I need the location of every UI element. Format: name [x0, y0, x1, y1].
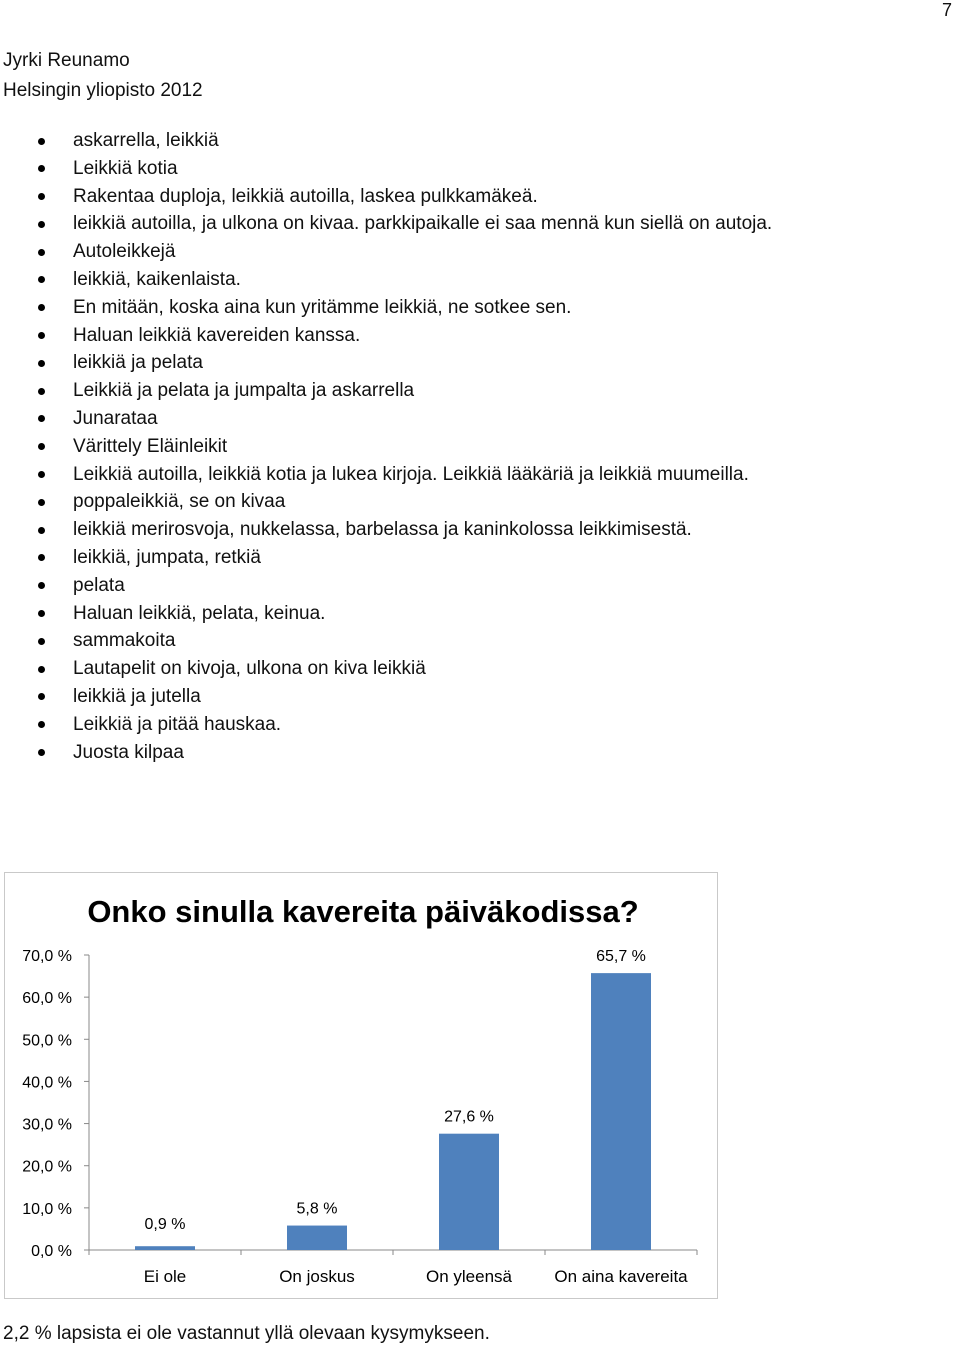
list-item [0, 238, 772, 266]
bullet-icon [38, 749, 45, 756]
list-item-text: leikkiä ja jutella [73, 685, 201, 707]
list-item-text: Autoleikkejä [73, 241, 176, 263]
list-item [0, 655, 772, 683]
list-item [0, 155, 772, 183]
list-item [0, 349, 772, 377]
bullet-icon [38, 193, 45, 200]
bullet-icon [38, 165, 45, 172]
list-item-text: Leikkiä kotia [73, 157, 178, 179]
y-tick-label: 0,0 % [31, 1243, 72, 1260]
document-header [3, 46, 203, 106]
list-item [0, 322, 772, 350]
bullet-icon [38, 582, 45, 589]
bar-chart [5, 873, 719, 1300]
list-item-text: Juosta kilpaa [73, 741, 184, 763]
bullet-icon [38, 471, 45, 478]
list-item [0, 377, 772, 405]
y-tick-label: 20,0 % [22, 1158, 72, 1176]
y-tick-label: 30,0 % [22, 1116, 72, 1134]
list-item-text: Haluan leikkiä, pelata, keinua. [73, 602, 326, 624]
list-item [0, 210, 772, 238]
list-item [0, 266, 772, 294]
bullet-icon [38, 221, 45, 228]
bullet-icon [38, 388, 45, 395]
bullet-icon [38, 304, 45, 311]
bullet-icon [38, 666, 45, 673]
bullet-icon [38, 138, 45, 145]
list-item [0, 739, 772, 767]
bullet-icon [38, 360, 45, 367]
x-category-label: On yleensä [426, 1267, 512, 1286]
bullet-icon [38, 610, 45, 617]
bar-1 [135, 1246, 195, 1250]
bullet-icon [38, 554, 45, 561]
list-item [0, 183, 772, 211]
page-number: 7 [941, 0, 952, 20]
bullet-icon [38, 276, 45, 283]
list-item [0, 627, 772, 655]
y-tick-label: 70,0 % [22, 948, 72, 965]
data-label: 27,6 % [444, 1108, 494, 1126]
list-item-text: Värittely Eläinleikit [73, 435, 228, 457]
list-item-text: En mitään, koska aina kun yritämme leikkiä, ne sotkee sen. [73, 296, 572, 318]
bar-3 [439, 1134, 499, 1250]
list-item-text: Leikkiä autoilla, leikkiä kotia ja lukea kirjoja. Leikkiä lääkäriä ja leikkiä muumeilla. [73, 463, 749, 485]
bullet-icon [38, 249, 45, 256]
list-item-text: leikkiä autoilla, ja ulkona on kivaa. parkkipaikalle ei saa mennä kun siellä on autoja. [73, 213, 773, 235]
list-item [0, 127, 772, 155]
bullet-icon [38, 721, 45, 728]
list-item [0, 711, 772, 739]
data-label: 65,7 % [596, 948, 646, 966]
list-item [0, 683, 772, 711]
footnote: 2,2 % lapsista ei ole vastannut yllä olevaan kysymykseen. [3, 1323, 490, 1344]
bullet-icon [38, 332, 45, 339]
y-tick-label: 50,0 % [22, 1032, 72, 1050]
list-item [0, 405, 772, 433]
bullet-icon [38, 499, 45, 506]
list-item-text: leikkiä ja pelata [73, 352, 203, 374]
list-item [0, 600, 772, 628]
list-item [0, 516, 772, 544]
bar-2 [287, 1226, 347, 1250]
list-item-text: pelata [73, 574, 125, 596]
list-item-text: leikkiä merirosvoja, nukkelassa, barbelassa ja kaninkolossa leikkimisestä. [73, 519, 692, 541]
list-item-text: sammakoita [73, 630, 176, 652]
bar-chart-frame [4, 872, 718, 1299]
data-label: 0,9 % [144, 1216, 186, 1234]
chart-title: Onko sinulla kavereita päiväkodissa? [87, 894, 639, 929]
list-item-text: leikkiä, kaikenlaista. [73, 268, 241, 290]
list-item-text: Leikkiä ja pelata ja jumpalta ja askarrella [73, 380, 415, 402]
y-tick-label: 60,0 % [22, 990, 72, 1008]
bar-4 [591, 973, 651, 1250]
list-item [0, 433, 772, 461]
author-name: Jyrki Reunamo [3, 50, 130, 71]
institution-year: Helsingin yliopisto 2012 [3, 80, 203, 101]
list-item-text: poppaleikkiä, se on kivaa [73, 491, 286, 513]
list-item-text: Leikkiä ja pitää hauskaa. [73, 713, 282, 735]
list-item [0, 544, 772, 572]
bullet-icon [38, 415, 45, 422]
answer-bullet-list [0, 127, 772, 766]
list-item-text: Rakentaa duploja, leikkiä autoilla, laskea pulkkamäkeä. [73, 185, 538, 207]
list-item-text: Junarataa [73, 407, 158, 429]
bullet-icon [38, 638, 45, 645]
list-item-text: leikkiä, jumpata, retkiä [73, 546, 261, 568]
list-item [0, 294, 772, 322]
x-category-label: On joskus [279, 1267, 355, 1286]
bullet-icon [38, 693, 45, 700]
list-item-text: Haluan leikkiä kavereiden kanssa. [73, 324, 361, 346]
list-item-text: Lautapelit on kivoja, ulkona on kiva leikkiä [73, 658, 426, 680]
x-category-label: Ei ole [143, 1267, 187, 1286]
list-item [0, 572, 772, 600]
y-tick-label: 40,0 % [22, 1074, 72, 1092]
list-item [0, 461, 772, 489]
list-item-text: askarrella, leikkiä [73, 130, 219, 151]
bullet-icon [38, 527, 45, 534]
bullet-icon [38, 443, 45, 450]
data-label: 5,8 % [296, 1200, 338, 1218]
list-item [0, 488, 772, 516]
x-category-label: On aina kavereita [554, 1267, 688, 1286]
y-tick-label: 10,0 % [22, 1200, 72, 1218]
